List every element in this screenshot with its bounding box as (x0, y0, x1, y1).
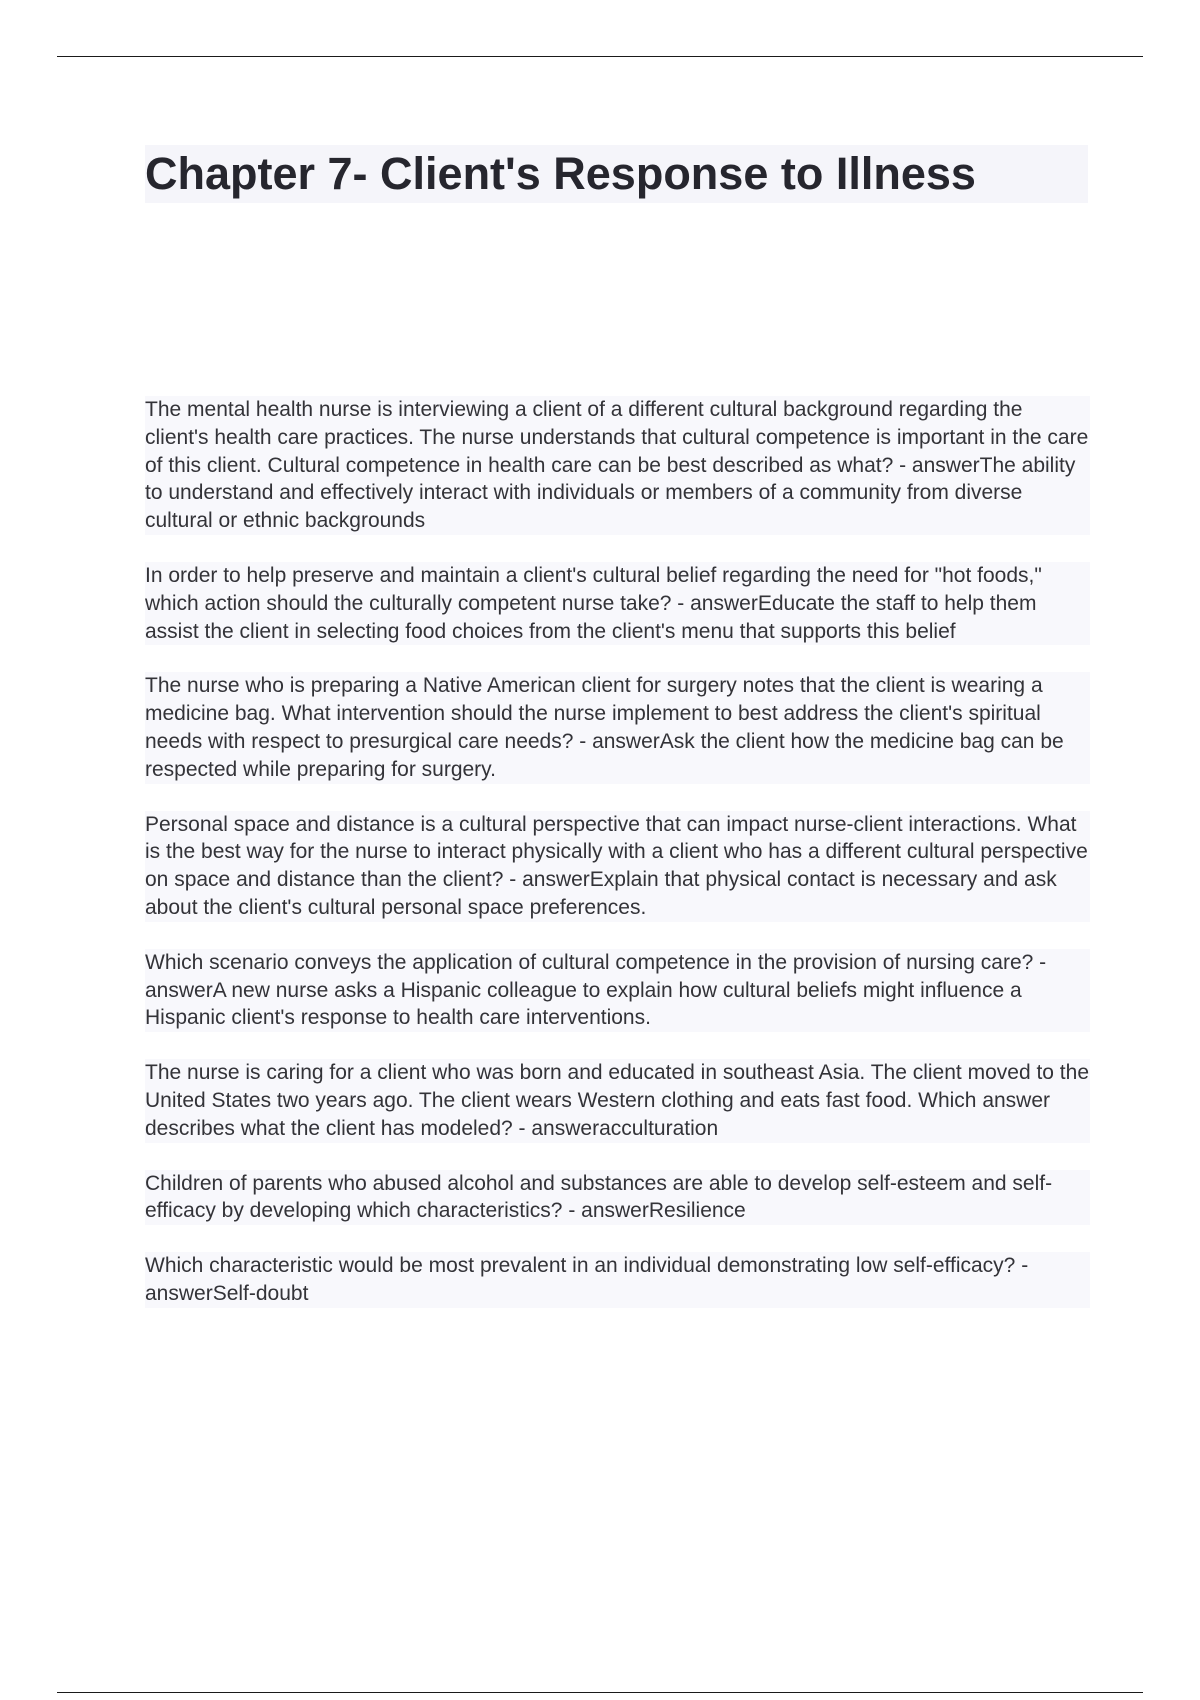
qa-list (145, 396, 1090, 1335)
qa-item-5: Which scenario conveys the application of cultural competence in the provision of nursing care? - answerA new nurse asks a Hispanic colleague to explain how cultural beliefs might influence a Hispanic client's response to health care interventions. (145, 949, 1090, 1032)
qa-item-4: Personal space and distance is a cultural perspective that can impact nurse-client interactions. What is the best way for the nurse to interact physically with a client who has a different cultural perspective on space and distance than the client? - answerExplain that physical contact is necessary and ask about the client's cultural personal space preferences. (145, 811, 1090, 922)
qa-item-1: The mental health nurse is interviewing a client of a different cultural background regarding the client's health care practices. The nurse understands that cultural competence is important in the care of this client. Cultural competence in health care can be best described as what? - answerThe ability to understand and effectively interact with individuals or members of a community from diverse cultural or ethnic backgrounds (145, 396, 1090, 535)
title-block (145, 145, 1088, 203)
qa-item-2: In order to help preserve and maintain a client's cultural belief regarding the need for "hot foods," which action should the culturally competent nurse take? - answerEducate the staff to help them assist the client in selecting food choices from the client's menu that supports this belief (145, 562, 1090, 645)
page-title: Chapter 7- Client's Response to Illness (145, 148, 976, 199)
qa-item-8: Which characteristic would be most prevalent in an individual demonstrating low self-efficacy? - answerSelf-doubt (145, 1252, 1090, 1308)
footer-rule (57, 1692, 1143, 1693)
header-rule (57, 56, 1143, 57)
qa-item-7: Children of parents who abused alcohol and substances are able to develop self-esteem and self-efficacy by developing which characteristics? - answerResilience (145, 1170, 1090, 1226)
qa-item-6: The nurse is caring for a client who was born and educated in southeast Asia. The client moved to the United States two years ago. The client wears Western clothing and eats fast food. Which answer describes what the client has modeled? - answeracculturation (145, 1059, 1090, 1142)
qa-item-3: The nurse who is preparing a Native American client for surgery notes that the client is wearing a medicine bag. What intervention should the nurse implement to best address the client's spiritual needs with respect to presurgical care needs? - answerAsk the client how the medicine bag can be respected while preparing for surgery. (145, 672, 1090, 783)
